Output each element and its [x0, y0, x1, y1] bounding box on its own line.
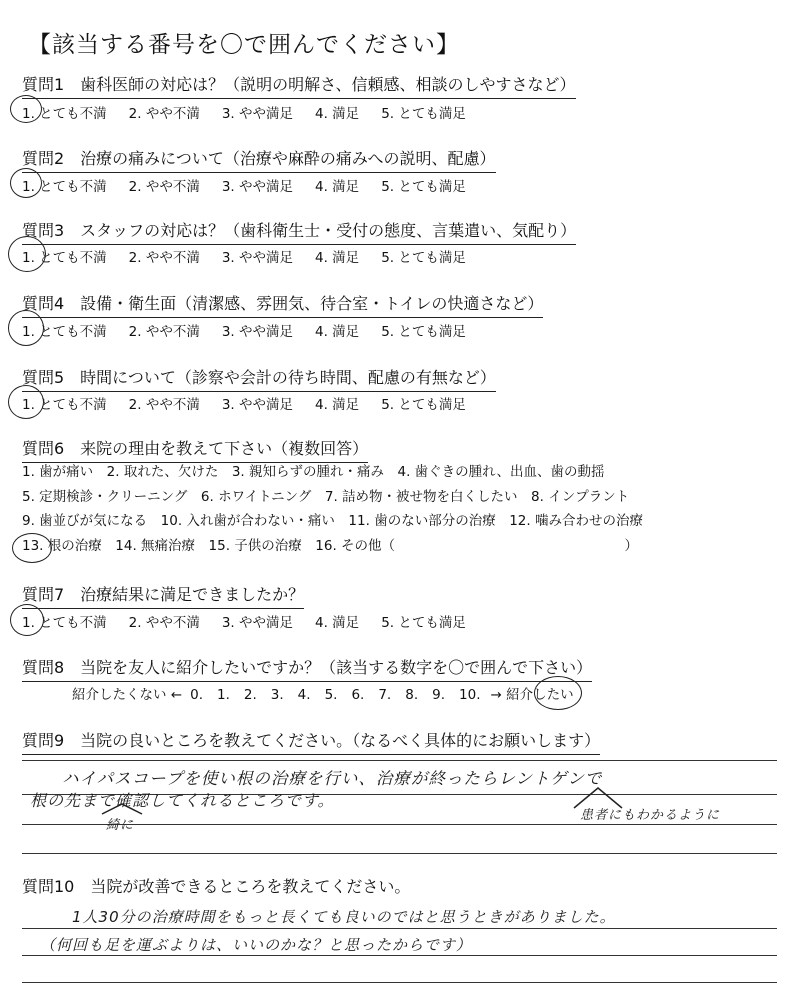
option-3[interactable]: 3. やや満足	[221, 250, 294, 266]
question-2-label: 質問2 治療の痛みについて（治療や麻酔の痛みへの説明、配慮）	[22, 146, 496, 173]
answer-line	[22, 853, 777, 854]
q8-number-0[interactable]: 0.	[190, 687, 203, 703]
option-5[interactable]: 5. とても満足	[381, 397, 466, 413]
question-4-label: 質問4 設備・衛生面（清潔感、雰囲気、待合室・トイレの快適さなど）	[22, 291, 543, 318]
option-2[interactable]: 2. やや不満	[128, 615, 200, 631]
q8-number-6[interactable]: 6.	[351, 687, 365, 703]
option-3[interactable]: 3. やや満足	[221, 397, 294, 413]
question-8-label: 質問8 当院を友人に紹介したいですか？（該当する数字を〇で囲んで下さい）	[22, 655, 592, 682]
q6-option-line-2[interactable]: 5. 定期検診・クリーニング 6. ホワイトニング 7. 詰め物・被せ物を白くしたい 8. インプラント	[22, 488, 630, 505]
answer-line	[22, 982, 777, 983]
option-2[interactable]: 2. やや不満	[128, 324, 200, 340]
q10-handwritten-line-2: （何回も足を運ぶよりは、いいのかな？と思ったからです）	[40, 936, 472, 954]
question-1-label: 質問1 歯科医師の対応は？（説明の明解さ、信頼感、相談のしやすさなど）	[22, 72, 576, 99]
q8-number-8[interactable]: 8.	[405, 687, 419, 703]
option-1[interactable]: 1. とても不満	[22, 324, 107, 340]
option-3[interactable]: 3. やや満足	[221, 615, 294, 631]
question-5-options	[22, 393, 488, 413]
option-1[interactable]: 1. とても不満	[22, 397, 107, 413]
question-3-options	[22, 246, 488, 266]
q8-number-2[interactable]: 2.	[243, 687, 257, 703]
q8-number-7[interactable]: 7.	[378, 687, 392, 703]
q6-option-line-1[interactable]: 1. 歯が痛い 2. 取れた、欠けた 3. 親知らずの腫れ・痛み 4. 歯ぐきの腫れ、出血、歯の動揺	[22, 464, 605, 480]
option-1[interactable]: 1. とても不満	[22, 615, 107, 631]
option-5[interactable]: 5. とても満足	[381, 250, 466, 266]
answer-line	[22, 955, 777, 956]
option-1[interactable]: 1. とても不満	[22, 250, 107, 266]
q9-handwritten-line-2: 根の先まで確認してくれるところです。	[30, 791, 335, 810]
option-2[interactable]: 2. やや不満	[128, 397, 200, 413]
answer-circle-q1	[10, 95, 42, 123]
question-7-options	[22, 611, 488, 631]
question-8-scale	[72, 683, 596, 703]
answer-circle-q7	[10, 604, 44, 636]
answer-circle-q3	[8, 236, 46, 272]
option-2[interactable]: 2. やや不満	[128, 250, 200, 266]
q8-left-label: 紹介したくない ←	[72, 687, 183, 703]
option-5[interactable]: 5. とても満足	[381, 615, 466, 631]
q6-option-line-4[interactable]: 13. 根の治療 14. 無痛治療 15. 子供の治療 16. その他（ ）	[22, 537, 639, 554]
option-4[interactable]: 4. 満足	[315, 615, 360, 631]
q9-handwritten-insert-2: 患者にもわかるように	[580, 808, 721, 823]
question-5-label: 質問5 時間について（診察や会計の待ち時間、配慮の有無など）	[22, 365, 496, 392]
question-3-label: 質問3 スタッフの対応は？（歯科衛生士・受付の態度、言葉遣い、気配り）	[22, 218, 576, 245]
q8-number-1[interactable]: 1.	[217, 687, 230, 703]
q6-option-line-3[interactable]: 9. 歯並びが気になる 10. 入れ歯が合わない・痛い 11. 歯のない部分の治療 12. 噛み合わせの治療	[22, 513, 643, 529]
question-1-options	[22, 102, 488, 122]
option-5[interactable]: 5. とても満足	[381, 106, 466, 122]
q9-handwritten-line-1: ハイパスコープを使い根の治療を行い、治療が終ったらレントゲンで	[62, 769, 603, 788]
answer-circle-q2	[10, 168, 42, 198]
page-title: 【該当する番号を〇で囲んでください】	[28, 32, 460, 58]
q9-handwritten-insert-1: 綺に	[106, 818, 135, 833]
option-5[interactable]: 5. とても満足	[381, 179, 466, 195]
q8-right-label: → 紹介したい	[490, 687, 574, 703]
answer-circle-q6	[12, 533, 52, 563]
question-6-options	[22, 460, 643, 558]
option-1[interactable]: 1. とても不満	[22, 179, 107, 195]
option-4[interactable]: 4. 満足	[315, 179, 360, 195]
option-3[interactable]: 3. やや満足	[221, 179, 294, 195]
q10-handwritten-line-1: 1人30分の治療時間をもっと長くても良いのではと思うときがありました。	[72, 908, 616, 926]
question-9-label: 質問9 当院の良いところを教えてください。（なるべく具体的にお願いします）	[22, 728, 600, 755]
q8-number-4[interactable]: 4.	[297, 687, 311, 703]
answer-circle-q4	[8, 310, 44, 346]
q8-number-9[interactable]: 9.	[432, 687, 446, 703]
answer-circle-q8	[534, 676, 582, 710]
question-2-options	[22, 175, 488, 195]
answer-line	[22, 928, 777, 929]
answer-circle-q5	[8, 385, 44, 419]
option-4[interactable]: 4. 満足	[315, 397, 360, 413]
option-2[interactable]: 2. やや不満	[128, 106, 200, 122]
q8-number-5[interactable]: 5.	[324, 687, 338, 703]
option-4[interactable]: 4. 満足	[315, 250, 360, 266]
option-4[interactable]: 4. 満足	[315, 324, 360, 340]
option-3[interactable]: 3. やや満足	[221, 106, 294, 122]
option-4[interactable]: 4. 満足	[315, 106, 360, 122]
option-3[interactable]: 3. やや満足	[221, 324, 294, 340]
answer-line	[22, 760, 777, 761]
option-2[interactable]: 2. やや不満	[128, 179, 200, 195]
option-1[interactable]: 1. とても不満	[22, 106, 107, 122]
answer-line	[22, 824, 777, 825]
question-6-label: 質問6 来院の理由を教えて下さい（複数回答）	[22, 436, 368, 463]
option-5[interactable]: 5. とても満足	[381, 324, 466, 340]
question-7-label: 質問7 治療結果に満足できましたか？	[22, 582, 304, 609]
question-10-label: 質問10 当院が改善できるところを教えてください。	[22, 877, 411, 896]
q8-number-10[interactable]: 10.	[459, 687, 481, 703]
q8-number-3[interactable]: 3.	[270, 687, 284, 703]
question-4-options	[22, 320, 488, 340]
